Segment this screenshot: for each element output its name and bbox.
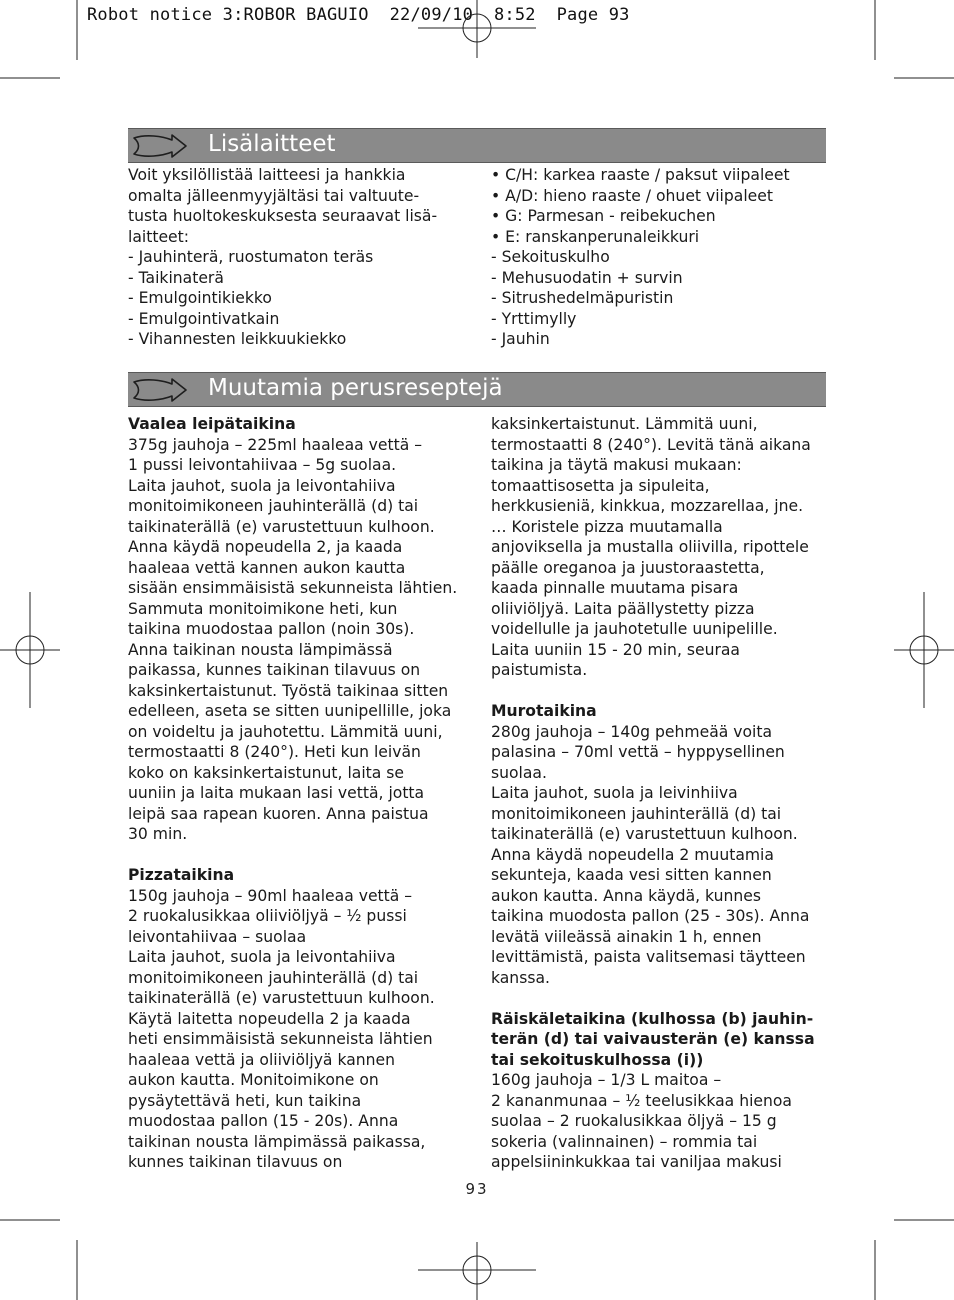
list-item: - Emulgointikiekko: [128, 289, 272, 307]
text-line: paikassa, kunnes taikinan tilavuus on: [128, 661, 421, 679]
text-line: taikinan nousta lämpimässä paikassa,: [128, 1132, 426, 1151]
list-item: • E: ranskanperunaleikkuri: [491, 227, 700, 246]
list-item: - Vihannesten leikkuukiekko: [128, 330, 347, 348]
text-line: Sammuta monitoimikone heti, kun: [128, 599, 398, 618]
text-line: uuniin ja laita mukaan lasi vettä, jotta: [128, 784, 425, 802]
text-line: edelleen, aseta se sitten uunipellille, joka: [128, 702, 452, 720]
text-line: haaleaa vettä ja oliiviöljyä kannen: [128, 1050, 395, 1069]
text-line: pysäytettävä heti, kun taikina: [128, 1091, 362, 1110]
section-bar-recipes: [128, 372, 826, 407]
text-line: kaksinkertaistunut. Lämmitä uuni,: [491, 415, 758, 433]
text-line: paistumista.: [491, 661, 588, 679]
list-item: - Sitrushedelmäpuristin: [491, 289, 674, 307]
paragraph-spacer: [491, 681, 831, 702]
recipes-right-column: [491, 414, 831, 1173]
text-line: suolaa – 2 ruokalusikkaa öljyä – 15 g: [491, 1112, 777, 1130]
text-line: muodostaa pallon (15 - 20s). Anna: [128, 1112, 399, 1130]
text-line: Laita jauhot, suola ja leivinhiiva: [491, 784, 738, 802]
list-item: • C/H: karkea raaste / paksut viipaleet: [491, 166, 790, 184]
text-line: oliiviöljyä. Laita päällystetty pizza: [491, 599, 755, 618]
registration-mark-right: [894, 592, 954, 708]
text-line: 375g jauhoja – 225ml haaleaa vettä –: [128, 435, 423, 454]
text-line: leivontahiivaa – suolaa: [128, 927, 307, 946]
list-item: - Mehusuodatin + survin: [491, 268, 683, 287]
section-title-recipes: Muutamia perusreseptejä: [208, 375, 503, 401]
text-line: kunnes taikinan tilavuus on: [128, 1153, 343, 1171]
list-item: - Jauhin: [491, 330, 550, 348]
list-item: laitteet:: [128, 227, 190, 246]
recipe-heading: tai sekoituskulhossa (i)): [491, 1050, 704, 1069]
list-item: - Taikinaterä: [128, 268, 224, 287]
text-line: taikinaterällä (e) varustettuun kulhoon.: [128, 517, 435, 536]
recipe-heading: Murotaikina: [491, 702, 597, 720]
recipe-heading: terän (d) tai vaivausterän (e) kanssa: [491, 1030, 815, 1048]
text-line: sisään ensimmäisistä sekunneista lähtien.: [128, 579, 458, 597]
text-line: 280g jauhoja – 140g pehmeää voita: [491, 722, 773, 741]
text-line: 30 min.: [128, 825, 188, 843]
text-line: taikinaterällä (e) varustettuun kulhoon.: [128, 989, 435, 1007]
text-line: on voideltu ja jauhotettu. Lämmitä uuni,: [128, 722, 443, 741]
text-line: levätä viileässä ainakin 1 h, ennen: [491, 927, 762, 946]
text-line: Anna taikinan nousta lämpimässä: [128, 640, 393, 659]
text-line: 2 kananmunaa – ½ teelusikkaa hienoa: [491, 1091, 792, 1110]
text-line: haaleaa vettä kannen aukon kautta: [128, 558, 406, 577]
text-line: päälle oreganoa ja juustoraastetta,: [491, 558, 765, 577]
text-line: 160g jauhoja – 1/3 L maitoa –: [491, 1071, 722, 1089]
text-line: 150g jauhoja – 90ml haaleaa vettä –: [128, 886, 413, 905]
text-line: koko on kaksinkertaistunut, laita se: [128, 763, 405, 782]
accessories-left-list: [128, 165, 473, 350]
text-line: Anna käydä nopeudella 2 muutamia: [491, 845, 774, 864]
text-line: tomaattisosetta ja sipuleita,: [491, 476, 710, 495]
text-line: appelsiininkukkaa tai vaniljaa makusi: [491, 1153, 782, 1171]
list-item: - Sekoituskulho: [491, 248, 610, 266]
text-line: Laita uuniin 15 - 20 min, seuraa: [491, 640, 740, 659]
text-line: kanssa.: [491, 968, 550, 987]
recipes-left-column: [128, 414, 473, 1173]
text-line: aukon kautta. Monitoimikone on: [128, 1071, 379, 1089]
registration-mark-left: [0, 592, 60, 708]
text-line: Anna käydä nopeudella 2, ja kaada: [128, 538, 403, 556]
recipe-heading: Räiskäletaikina (kulhossa (b) jauhin-: [491, 1009, 814, 1028]
print-header: Robot notice 3:ROBOR BAGUIO 22/09/10 8:52 Page 93: [87, 5, 630, 25]
text-line: Laita jauhot, suola ja leivontahiiva: [128, 948, 396, 966]
text-line: monitoimikoneen jauhinterällä (d) tai: [128, 968, 419, 987]
text-line: taikina muodosta pallon (25 - 30s). Anna: [491, 907, 810, 925]
list-item: - Jauhinterä, ruostumaton teräs: [128, 248, 374, 266]
text-line: herkkusieniä, kinkkua, mozzarellaa, jne.: [491, 497, 804, 515]
list-item: - Emulgointivatkain: [128, 309, 280, 328]
arrow-icon: [132, 375, 188, 405]
text-line: aukon kautta. Anna käydä, kunnes: [491, 886, 761, 905]
list-item: Voit yksilöllistää laitteesi ja hankkia: [128, 166, 406, 184]
text-line: sekunteja, kaada vesi sitten kannen: [491, 866, 772, 884]
text-line: termostaatti 8 (240°). Levitä tänä aikana: [491, 435, 811, 454]
text-line: 2 ruokalusikkaa oliiviöljyä – ½ pussi: [128, 907, 407, 925]
page-number: 93: [465, 1180, 489, 1198]
list-item: omalta jälleenmyyjältäsi tai valtuute-: [128, 186, 420, 205]
text-line: monitoimikoneen jauhinterällä (d) tai: [491, 804, 782, 823]
text-line: termostaatti 8 (240°). Heti kun leivän: [128, 743, 421, 761]
text-line: sokeria (valinnainen) – rommia tai: [491, 1132, 758, 1151]
section-title-accessories: Lisälaitteet: [208, 131, 336, 157]
text-line: leipä saa rapean kuoren. Anna paistua: [128, 804, 429, 823]
text-line: levittämistä, paista valitsemasi täytteen: [491, 948, 806, 966]
arrow-icon: [132, 131, 188, 161]
text-line: kaada pinnalle muutama pisara: [491, 579, 739, 597]
list-item: • G: Parmesan - reibekuchen: [491, 207, 716, 225]
recipe-heading: Vaalea leipätaikina: [128, 415, 296, 433]
text-line: Laita jauhot, suola ja leivontahiiva: [128, 476, 396, 495]
text-line: taikina ja täytä makusi mukaan:: [491, 456, 742, 474]
text-line: suolaa.: [491, 763, 547, 782]
text-line: heti ensimmäisistä sekunneista lähtien: [128, 1030, 433, 1048]
registration-mark-bottom: [418, 1242, 536, 1300]
text-line: taikina muodostaa pallon (noin 30s).: [128, 620, 415, 638]
text-line: kaksinkertaistunut. Työstä taikinaa sitten: [128, 681, 449, 700]
text-line: palasina – 70ml vettä – hyppysellinen: [491, 743, 785, 761]
text-line: monitoimikoneen jauhinterällä (d) tai: [128, 497, 419, 515]
text-line: … Koristele pizza muutamalla: [491, 517, 723, 536]
section-bar-accessories: [128, 128, 826, 163]
list-item: tusta huoltokeskuksesta seuraavat lisä-: [128, 207, 438, 225]
text-line: 1 pussi leivontahiivaa – 5g suolaa.: [128, 456, 397, 474]
list-item: • A/D: hieno raaste / ohuet viipaleet: [491, 186, 773, 205]
text-line: Käytä laitetta nopeudella 2 ja kaada: [128, 1009, 411, 1028]
text-line: taikinaterällä (e) varustettuun kulhoon.: [491, 825, 798, 843]
list-item: - Yrttimylly: [491, 309, 577, 328]
paragraph-spacer: [128, 845, 473, 866]
paragraph-spacer: [491, 988, 831, 1009]
accessories-right-list: [491, 165, 826, 350]
text-line: anjoviksella ja mustalla oliivilla, ripottele: [491, 538, 809, 556]
recipe-heading: Pizzataikina: [128, 866, 235, 884]
text-line: voidellulle ja jauhotetulle uunipelille.: [491, 620, 778, 638]
